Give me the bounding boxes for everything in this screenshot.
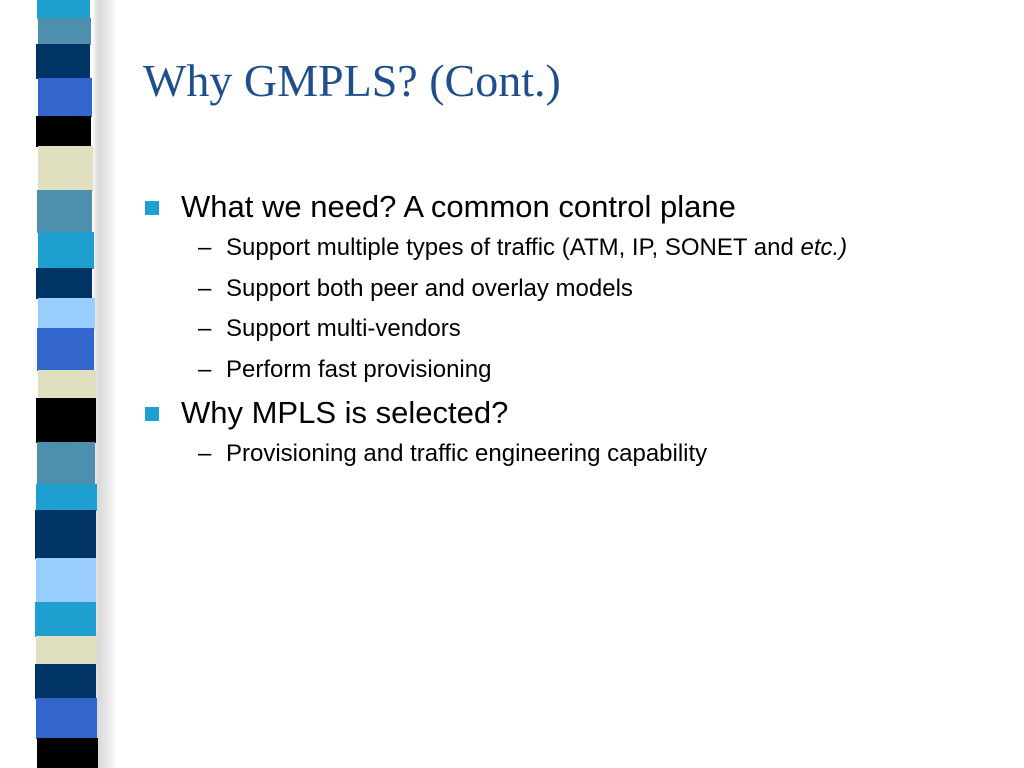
band-segment xyxy=(38,78,92,117)
bullet-text: What we need? A common control plane xyxy=(181,189,736,224)
band-segment xyxy=(36,698,97,739)
sub-bullet-italic-text: etc.) xyxy=(800,234,848,261)
square-bullet-icon xyxy=(145,201,159,215)
bullet-item xyxy=(143,392,1003,434)
bullet-item xyxy=(143,186,1003,228)
sub-bullet-item xyxy=(143,350,1003,391)
band-segment xyxy=(37,0,90,19)
band-segment xyxy=(35,664,96,699)
sub-bullet-item xyxy=(143,228,1003,269)
band-segment xyxy=(35,510,96,559)
band-segment xyxy=(36,44,90,79)
band-segment xyxy=(37,328,94,371)
sub-bullet-text: Support multiple types of traffic (ATM, IP, SONET and xyxy=(226,234,801,261)
band-segment xyxy=(36,484,97,511)
sub-bullet-text: Support multi-vendors xyxy=(226,315,461,342)
band-segment xyxy=(35,602,96,637)
dash-bullet-icon: – xyxy=(198,234,212,261)
sub-bullet-text: Support both peer and overlay models xyxy=(226,274,633,302)
band-segment xyxy=(38,298,95,329)
dash-bullet-icon: – xyxy=(198,355,212,383)
sub-bullet-item xyxy=(143,309,1003,350)
sub-bullet-item xyxy=(143,269,1003,310)
band-segment xyxy=(37,190,92,233)
dash-bullet-icon: – xyxy=(198,315,212,342)
slide-body xyxy=(143,186,1003,475)
band-segment xyxy=(37,738,98,768)
dash-bullet-icon: – xyxy=(198,274,212,302)
band-segment xyxy=(38,370,96,399)
sub-bullet-text: Perform fast provisioning xyxy=(226,355,492,383)
band-segment xyxy=(38,232,94,269)
dash-bullet-icon: – xyxy=(198,440,212,467)
band-segment xyxy=(36,398,96,443)
bullet-text: Why MPLS is selected? xyxy=(181,395,509,430)
decorative-color-band xyxy=(0,0,120,768)
band-segment xyxy=(36,558,96,603)
band-segment xyxy=(36,116,91,147)
band-segment xyxy=(38,18,91,45)
band-segment xyxy=(36,268,92,299)
band-segment xyxy=(36,636,97,665)
sub-bullet-text: Provisioning and traffic engineering capability xyxy=(226,440,708,467)
band-segment xyxy=(38,146,93,191)
square-bullet-icon xyxy=(145,407,159,421)
slide-title: Why GMPLS? (Cont.) xyxy=(143,55,561,106)
band-segment xyxy=(37,442,95,485)
sub-bullet-item xyxy=(143,434,1003,475)
